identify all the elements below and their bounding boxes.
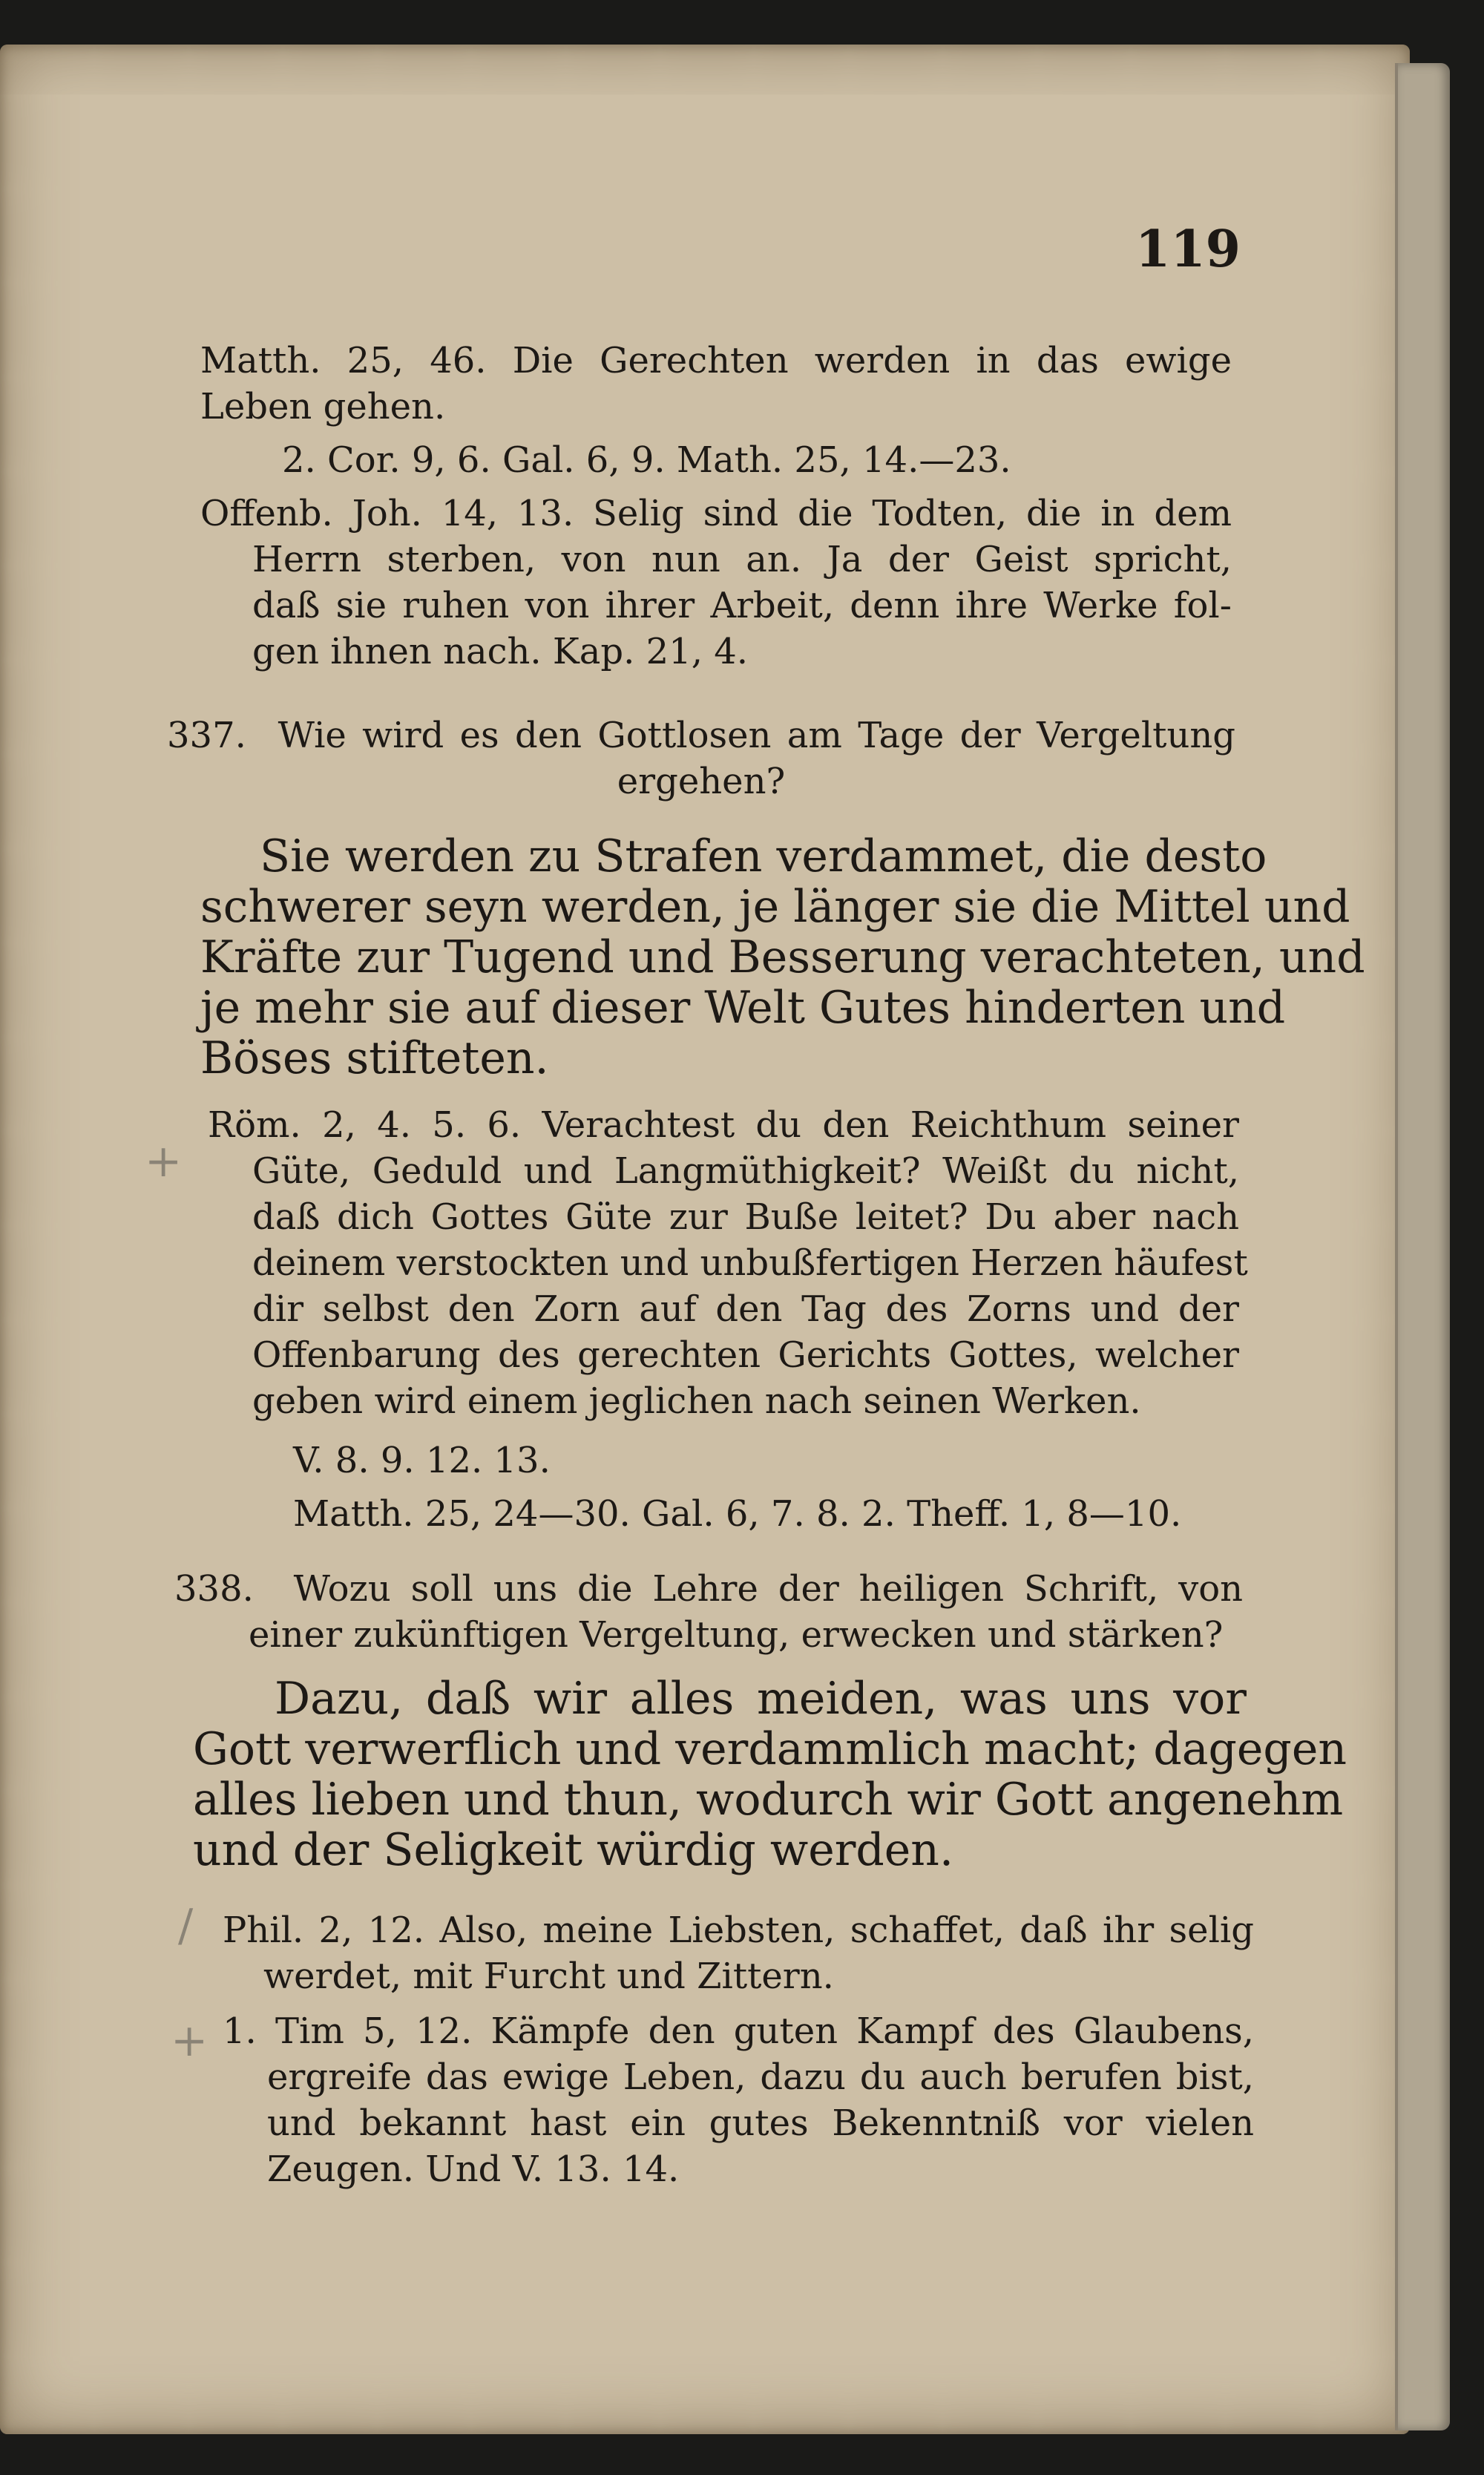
- answer-line: und der Seligkeit würdig werden.: [193, 1824, 954, 1876]
- reference-line: werdet, mit Furcht und Zittern.: [263, 1956, 834, 1997]
- answer-line: alles lieben und thun, wodurch wir Gott angenehm: [193, 1774, 1344, 1826]
- reference-line: dir selbst den Zorn auf den Tag des Zorns und der: [252, 1288, 1239, 1330]
- answer-line: Sie werden zu Strafen verdammet, die desto: [260, 830, 1267, 882]
- reference-line: Herrn sterben, von nun an. Ja der Geist spricht,: [252, 539, 1232, 580]
- reference-line: deinem verstockten und unbußfertigen Herzen häufest: [252, 1242, 1248, 1284]
- answer-line: Kräfte zur Tugend und Besserung verachteten, und: [200, 931, 1365, 983]
- reference-line: daß dich Gottes Güte zur Buße leitet? Du aber nach: [252, 1196, 1239, 1238]
- question-number: 338.: [174, 1568, 254, 1610]
- reference-line: Offenb. Joh. 14, 13. Selig sind die Todten, die in dem: [200, 493, 1232, 534]
- references-337: [208, 1102, 1248, 1537]
- reference-line: Offenbarung des gerechten Gerichts Gottes, welcher: [252, 1334, 1239, 1376]
- reference-line: gen ihnen nach. Kap. 21, 4.: [252, 631, 749, 672]
- reference-line: geben wird einem jeglichen nach seinen Werken.: [252, 1380, 1141, 1422]
- question-line: ergehen?: [617, 761, 786, 802]
- reference-line: Phil. 2, 12. Also, meine Liebsten, schaffet, daß ihr selig: [223, 1909, 1254, 1951]
- question-338: [174, 1566, 1243, 1658]
- answer-line: Dazu, daß wir alles meiden, was uns vor: [275, 1673, 1247, 1725]
- answer-line: Böses stifteten.: [200, 1032, 549, 1084]
- pencil-mark-icon: /: [178, 1900, 194, 1952]
- reference-line: Matth. 25, 46. Die Gerechten werden in das ewige: [200, 340, 1232, 381]
- answer-line: je mehr sie auf dieser Welt Gutes hinderten und: [200, 982, 1286, 1034]
- question-337: [167, 712, 1235, 804]
- reference-line: ergreife das ewige Leben, dazu du auch berufen bist,: [267, 2056, 1254, 2098]
- reference-line: 1. Tim 5, 12. Kämpfe den guten Kampf des Glaubens,: [223, 2010, 1254, 2052]
- question-line: 338. Wozu soll uns die Lehre der heiligen Schrift, von: [174, 1566, 1243, 1612]
- page-edge: [1395, 63, 1450, 2430]
- top-references: [200, 338, 1232, 675]
- reference-line: Matth. 25, 24—30. Gal. 6, 7. 8. 2. Theff. 1, 8—10.: [293, 1493, 1182, 1535]
- reference-line: und bekannt hast ein gutes Bekenntniß vor vielen: [267, 2102, 1254, 2144]
- reference-line: 2. Cor. 9, 6. Gal. 6, 9. Math. 25, 14.—23.: [282, 439, 1011, 481]
- reference-line: Röm. 2, 4. 5. 6. Verachtest du den Reichthum seiner: [208, 1104, 1239, 1146]
- question-line: einer zukünftigen Vergeltung, erwecken und stärken?: [249, 1614, 1224, 1656]
- question-number: 337.: [167, 715, 246, 756]
- references-338: [223, 1907, 1254, 2192]
- reference-line: Leben gehen.: [200, 386, 446, 427]
- reference-line: Zeugen. Und V. 13. 14.: [267, 2148, 680, 2190]
- answer-line: schwerer seyn werden, je länger sie die Mittel und: [200, 881, 1350, 933]
- page-number: 119: [1135, 220, 1241, 279]
- answer-line: Gott verwerflich und verdammlich macht; dagegen: [193, 1723, 1347, 1775]
- answer-338: [193, 1673, 1347, 1876]
- reference-line: Güte, Geduld und Langmüthigkeit? Weißt du nicht,: [252, 1150, 1239, 1192]
- answer-337: [200, 830, 1365, 1084]
- pencil-mark-icon: +: [171, 2015, 209, 2067]
- reference-line: V. 8. 9. 12. 13.: [293, 1440, 551, 1481]
- question-line: 337. Wie wird es den Gottlosen am Tage der Vergeltung: [167, 712, 1235, 758]
- reference-line: daß sie ruhen von ihrer Arbeit, denn ihre Werke fol-: [252, 585, 1232, 626]
- pencil-mark-icon: +: [145, 1135, 183, 1187]
